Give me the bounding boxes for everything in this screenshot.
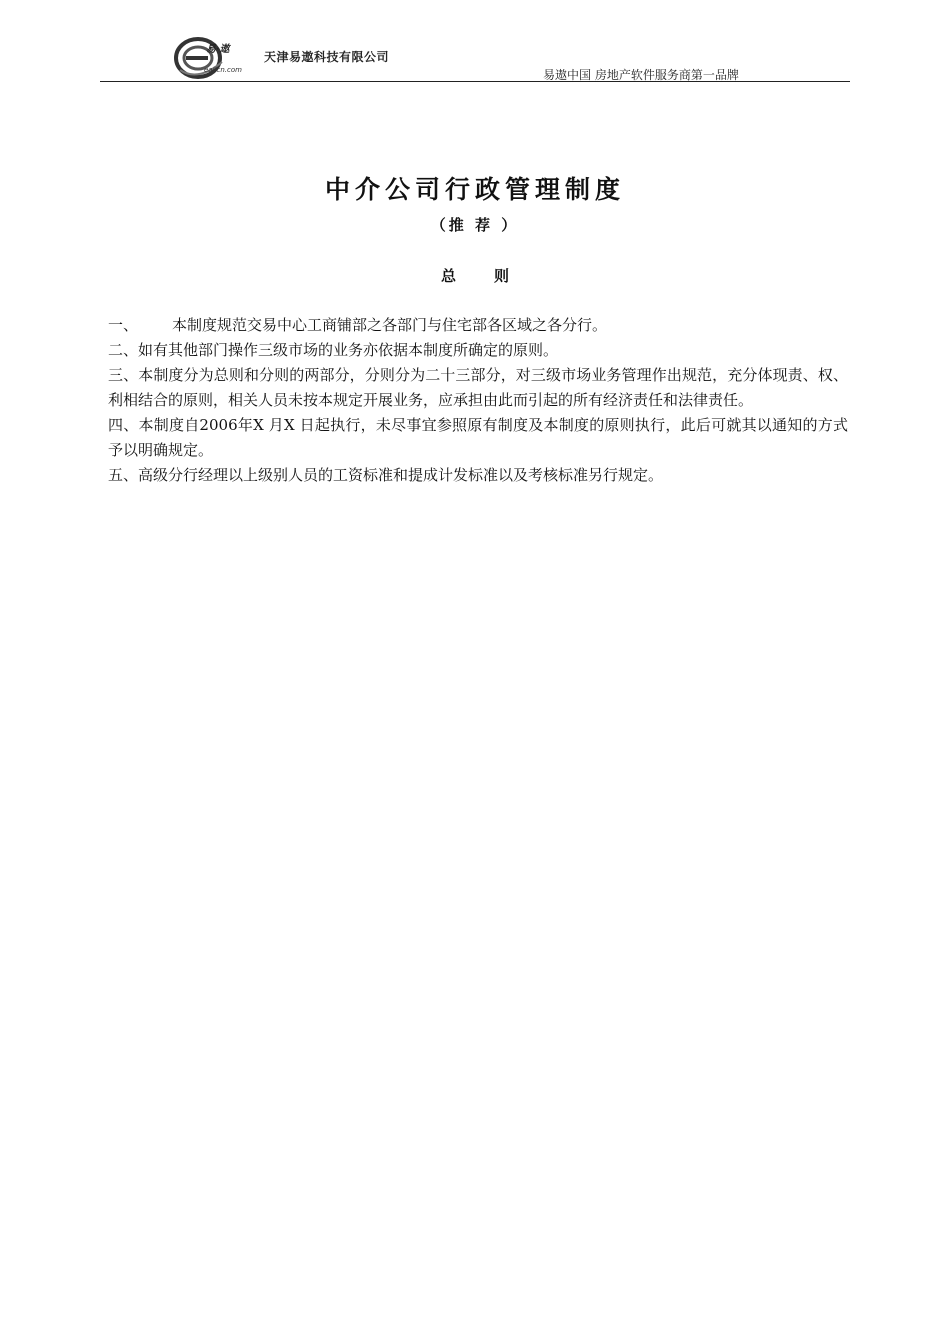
clause-number: 四、 [108, 416, 139, 434]
header-divider [100, 81, 850, 82]
clause-1 [108, 313, 848, 338]
svg-text:eallcn.com: eallcn.com [204, 66, 242, 74]
clause-text: 如有其他部门操作三级市场的业务亦依据本制度所确定的原则。 [138, 341, 559, 359]
clause-4 [108, 413, 848, 463]
document-title: 中介公司行政管理制度 [324, 175, 625, 204]
section-heading-char-2: 则 [494, 267, 510, 285]
section-heading [0, 265, 950, 286]
clause-number: 一、 [108, 316, 139, 334]
clause-5 [108, 463, 848, 488]
clause-number: 三、 [108, 366, 139, 384]
clause-number: 五、 [108, 466, 139, 484]
section-heading-char-1: 总 [440, 267, 456, 285]
clause-text: 本制度分为总则和分则的两部分，分则分为二十三部分，对三级市场业务管理作出规范，充分体现责、权、利相结合的原则，相关人员未按本规定开展业务，应承担由此而引起的所有经济责任和法律责任。 [108, 366, 848, 409]
clause-text: 本制度规范交易中心工商铺部之各部门与住宅部各区域之各分行。 [172, 316, 608, 334]
clause-3 [108, 363, 848, 413]
clause-number: 二、 [108, 341, 139, 359]
page-header [100, 30, 850, 84]
eallcn-logo [172, 32, 242, 80]
clause-2 [108, 338, 848, 363]
clause-text: 高级分行经理以上级别人员的工资标准和提成计发标准以及考核标准另行规定。 [138, 466, 664, 484]
svg-text:易·遨: 易·遨 [206, 44, 230, 55]
company-name: 天津易遨科技有限公司 [264, 50, 390, 64]
document-body [108, 313, 848, 488]
document-subtitle: （推 荐 ） [430, 216, 520, 234]
clause-text: 本制度自2006年X 月X 日起执行，未尽事宜参照原有制度及本制度的原则执行，此后可就其以通知的方式予以明确规定。 [108, 416, 848, 459]
header-tagline: 易遨中国 房地产软件服务商第一品牌 [543, 68, 739, 82]
